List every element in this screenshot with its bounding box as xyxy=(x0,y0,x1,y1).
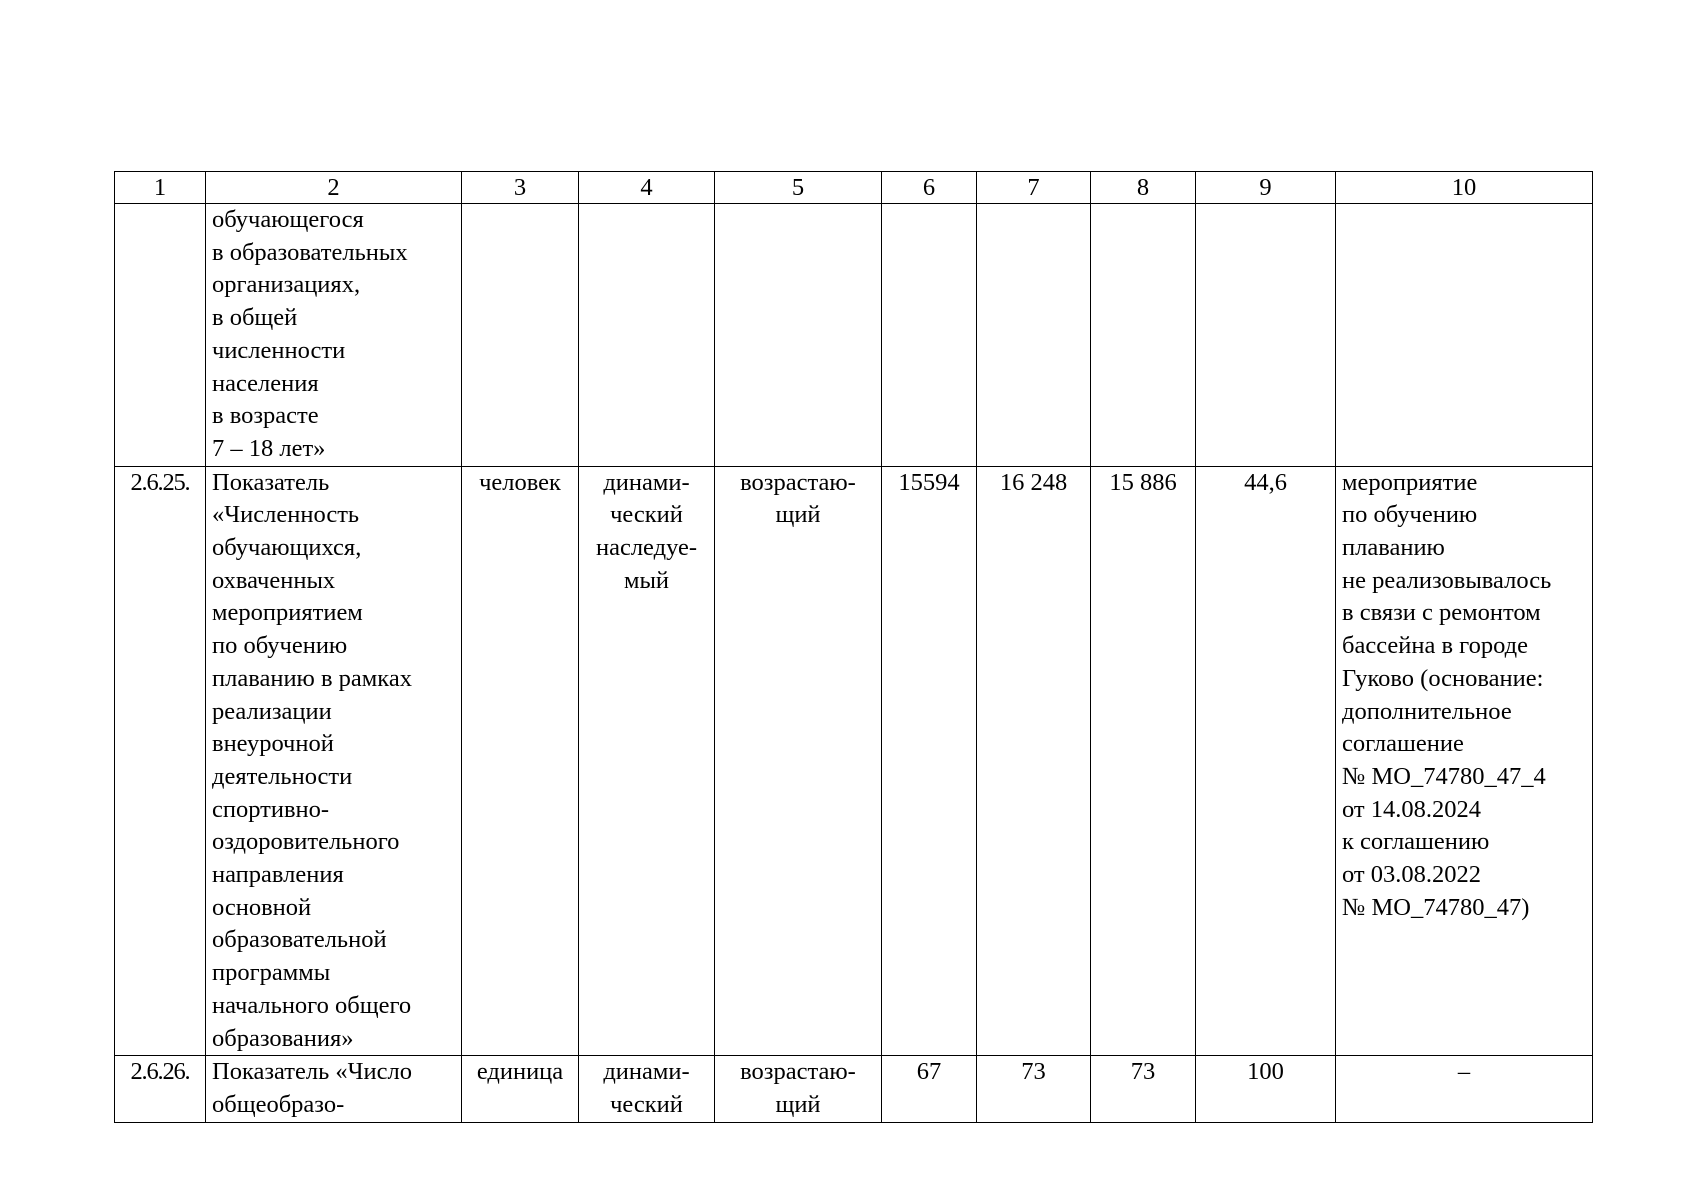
table-row xyxy=(115,466,1593,1056)
indicator-name: Показатель «Численность обучающихся, охваченных мероприятием по обучению плаванию в рамках реализации внеурочной деятельности спортивно- оздоровительного направления основной образовательной программы начального общего образования» xyxy=(206,466,462,1056)
trend-cell xyxy=(715,204,882,467)
value-col-6: 15594 xyxy=(882,466,977,1056)
column-header: 3 xyxy=(462,172,579,204)
indicator-name: Показатель «Число общеобразо- xyxy=(206,1056,462,1122)
value-col-9 xyxy=(1196,204,1336,467)
document-page xyxy=(114,171,1592,1123)
table-row xyxy=(115,204,1593,467)
column-header: 5 xyxy=(715,172,882,204)
type-cell: динами- ческий наследуе- мый xyxy=(579,466,715,1056)
value-col-8: 73 xyxy=(1091,1056,1196,1122)
type-cell: динами- ческий xyxy=(579,1056,715,1122)
column-header: 10 xyxy=(1336,172,1593,204)
note-cell: мероприятие по обучению плаванию не реализовывалось в связи с ремонтом бассейна в городе Гуково (основание: дополнительное соглашение № МО_74780_47_4 от 14.08.2024 к соглашению от 03.08.2022 № МО_74780_47) xyxy=(1336,466,1593,1056)
row-number xyxy=(115,204,206,467)
column-header: 7 xyxy=(977,172,1091,204)
note-cell xyxy=(1336,204,1593,467)
type-cell xyxy=(579,204,715,467)
column-header: 1 xyxy=(115,172,206,204)
table-row xyxy=(115,1056,1593,1122)
column-header: 6 xyxy=(882,172,977,204)
value-col-7: 16 248 xyxy=(977,466,1091,1056)
column-header: 9 xyxy=(1196,172,1336,204)
row-number: 2.6.26. xyxy=(115,1056,206,1122)
value-col-8 xyxy=(1091,204,1196,467)
trend-cell: возрастаю- щий xyxy=(715,1056,882,1122)
indicators-table xyxy=(114,171,1593,1123)
unit-cell xyxy=(462,204,579,467)
unit-cell: человек xyxy=(462,466,579,1056)
value-col-8: 15 886 xyxy=(1091,466,1196,1056)
row-number: 2.6.25. xyxy=(115,466,206,1056)
value-col-6: 67 xyxy=(882,1056,977,1122)
unit-cell: единица xyxy=(462,1056,579,1122)
value-col-6 xyxy=(882,204,977,467)
column-header: 8 xyxy=(1091,172,1196,204)
column-header: 2 xyxy=(206,172,462,204)
indicator-name: обучающегося в образовательных организациях, в общей численности населения в возрасте 7 – 18 лет» xyxy=(206,204,462,467)
value-col-7 xyxy=(977,204,1091,467)
note-cell: – xyxy=(1336,1056,1593,1122)
value-col-9: 100 xyxy=(1196,1056,1336,1122)
value-col-7: 73 xyxy=(977,1056,1091,1122)
table-header-row xyxy=(115,172,1593,204)
column-header: 4 xyxy=(579,172,715,204)
trend-cell: возрастаю- щий xyxy=(715,466,882,1056)
value-col-9: 44,6 xyxy=(1196,466,1336,1056)
